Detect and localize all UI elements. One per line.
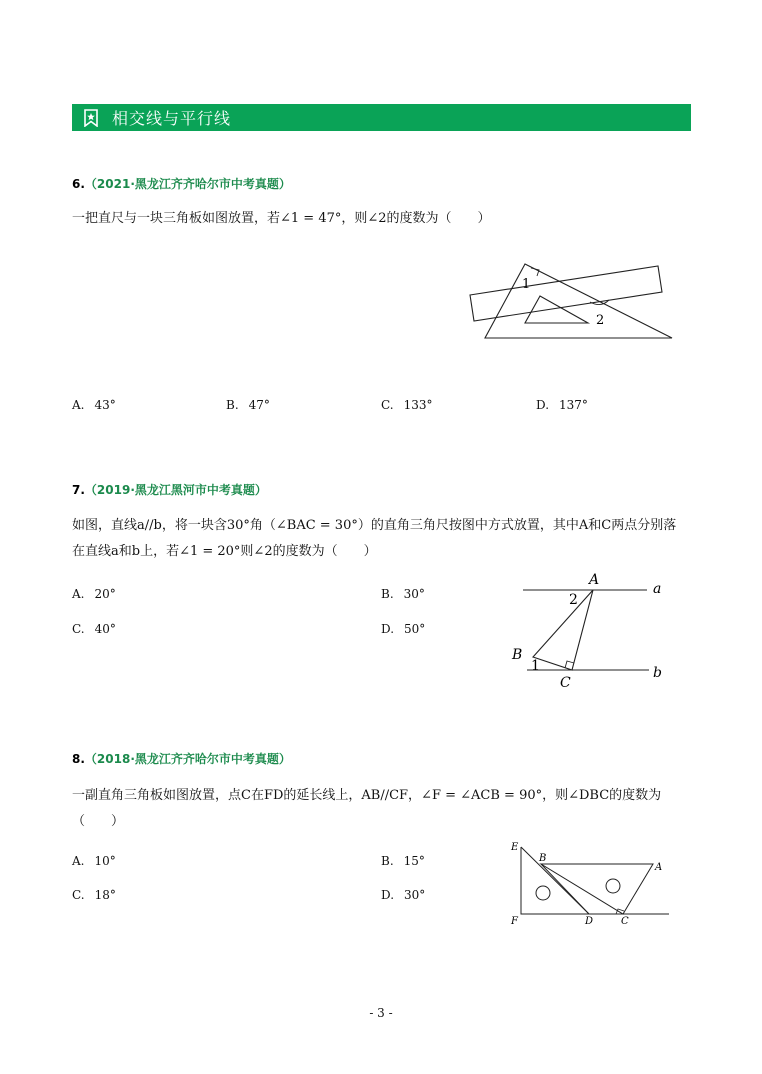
question-6-choice-d[interactable]: D. 137° (536, 398, 588, 412)
label-b: B (539, 853, 547, 864)
question-8-choice-a[interactable]: A. 10° (72, 854, 116, 868)
section-header (72, 104, 691, 131)
hole-right (606, 879, 620, 893)
question-8-stem-line-2: （ ） (72, 814, 125, 829)
right-angle-mark-c8 (616, 909, 624, 914)
label-b-point: B (512, 647, 523, 663)
question-8-choice-c[interactable]: C. 18° (72, 888, 116, 902)
label-c-point: C (560, 675, 571, 691)
bookmark-star-icon (82, 109, 100, 127)
right-angle-mark (531, 268, 539, 276)
angle-1-label: 1 (522, 277, 531, 292)
triangle-bac (541, 864, 653, 914)
label-e: E (511, 842, 519, 853)
label-line-a: a (653, 581, 662, 597)
label-c: C (621, 916, 629, 927)
label-f: F (511, 916, 518, 927)
question-7-source: 7.（2019·黑龙江黑河市中考真题） (72, 483, 267, 497)
label-angle-1: 1 (531, 658, 540, 674)
question-6-stem: 一把直尺与一块三角板如图放置，若∠1 = 47°，则∠2的度数为（ ） (72, 211, 491, 226)
question-7-choice-c[interactable]: C. 40° (72, 622, 116, 636)
triangle-abc (533, 590, 593, 670)
question-7-choice-b[interactable]: B. 30° (381, 587, 425, 601)
question-8-stem-line-1: 一副直角三角板如图放置，点C在FD的延长线上，AB//CF，∠F = ∠ACB = 90°，则∠DBC的度数为 (72, 788, 662, 803)
question-7-figure (505, 570, 675, 692)
question-6-choice-a[interactable]: A. 43° (72, 398, 116, 412)
angle-2-label: 2 (596, 313, 605, 328)
question-7-stem-line-2: 在直线a和b上，若∠1 = 20°则∠2的度数为（ ） (72, 544, 377, 559)
question-6-choice-c[interactable]: C. 133° (381, 398, 433, 412)
page-number: - 3 - (369, 1006, 393, 1020)
label-a: A (655, 862, 663, 873)
section-title: 相交线与平行线 (112, 109, 232, 128)
question-8-figure (505, 838, 675, 930)
question-7-choice-a[interactable]: A. 20° (72, 587, 116, 601)
question-7-stem (72, 513, 692, 565)
question-8-stem (72, 783, 692, 835)
hole-left (536, 886, 550, 900)
label-d: D (585, 916, 594, 927)
question-8-choice-d[interactable]: D. 30° (381, 888, 426, 902)
ruler (470, 266, 662, 321)
question-8-choice-b[interactable]: B. 15° (381, 854, 425, 868)
label-angle-2: 2 (569, 592, 578, 608)
question-6-choice-b[interactable]: B. 47° (226, 398, 270, 412)
question-7-stem-line-1: 如图，直线a//b，将一块含30°角（∠BAC = 30°）的直角三角尺按图中方式放置，其中A和C两点分别落 (72, 518, 677, 533)
question-6-source: 6.（2021·黑龙江齐齐哈尔市中考真题） (72, 177, 291, 191)
label-a-point: A (589, 572, 600, 588)
question-6-figure (465, 258, 680, 348)
question-8-source: 8.（2018·黑龙江齐齐哈尔市中考真题） (72, 752, 291, 766)
label-line-b: b (653, 665, 662, 681)
question-7-choice-d[interactable]: D. 50° (381, 622, 426, 636)
